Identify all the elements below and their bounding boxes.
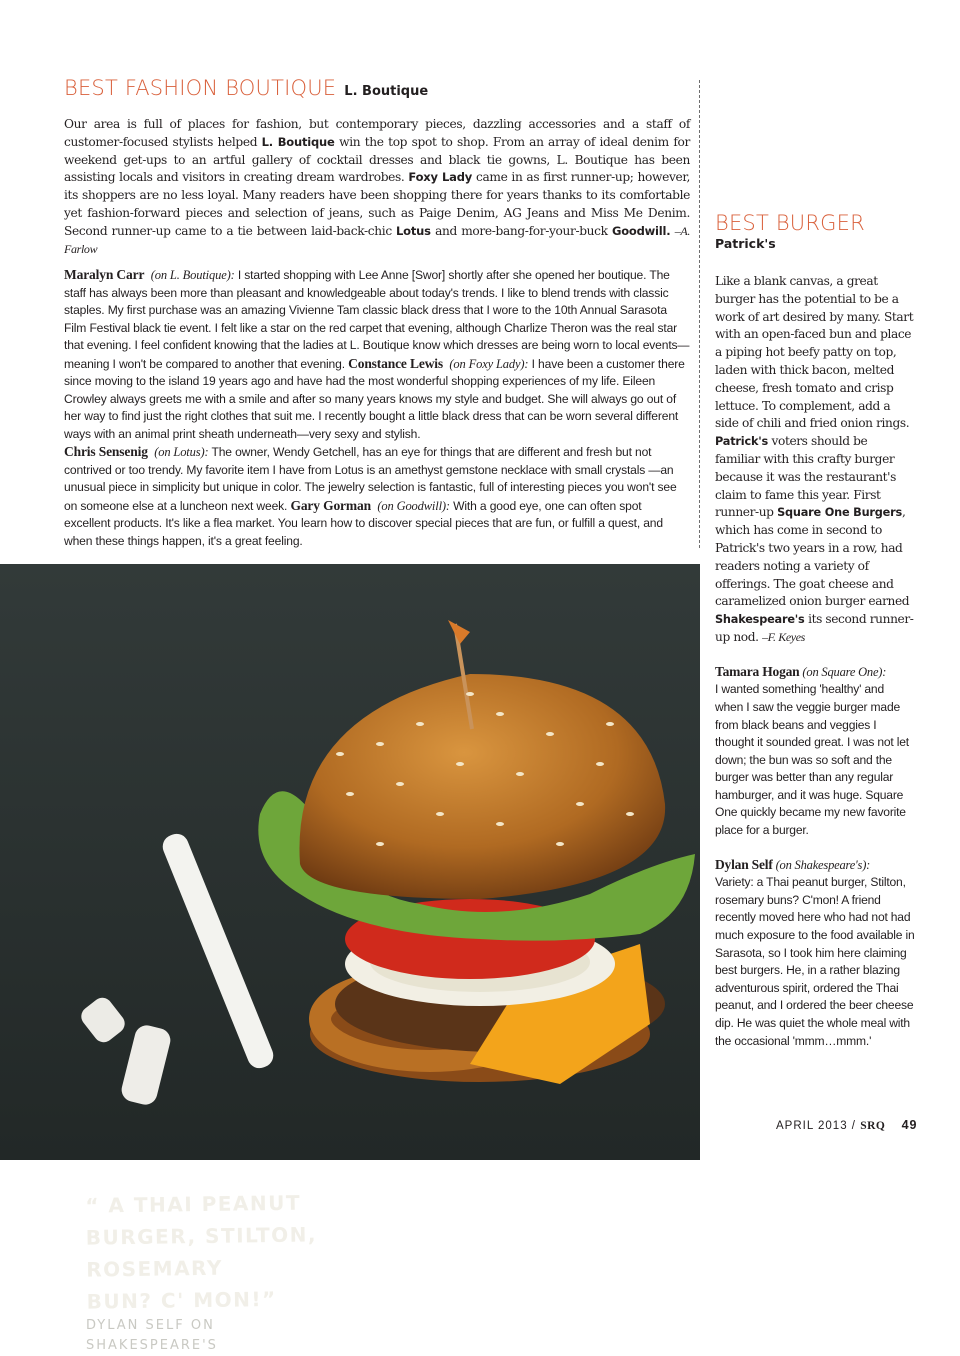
burger-article-byline: –F. Keyes [762,629,805,644]
reader-quote-subject: (on Square One): [799,664,887,679]
fashion-article-text: Our area is full of places for fashion, but contemporary pieces, dazzling accessories and a staff of customer-focused stylists helped [64,117,690,149]
fashion-category-title: BEST FASHION BOUTIQUE [64,76,337,100]
burger-article-bold-name: Square One Burgers [777,506,903,520]
reader-quote-text: The owner, Wendy Getchell, has an eye for things that are different and fresh but not contrived or too trendy. My favorite item I have from Lotus is an amethyst gemstone necklace with small crystals —an unusual piece in simplicity but unique in color. The jewelry selection is fantastic, full of interesting pieces you won't see on someone else at a luncheon next week. [64,445,677,513]
burger-article-bold-name: Patrick's [715,435,769,449]
burger-article [715,273,915,647]
burger-section [715,211,915,1050]
fashion-article-text: and more-bang-for-your-buck [430,223,612,238]
reader-name: Maralyn Carr [64,267,145,283]
fashion-section [64,76,690,550]
reader-quote-text: I have been a customer there since moving to the island 19 years ago and have had the most wonderful shopping experiences of my life. Eileen Crowley always greets me with a smile and after so many years knows my style and budget. She will always go out of her way to find just the right clothes that suit me. I recently bought a little black dress that can be worn several different ways with an animal print sheath underneath—very sexy and stylish. [64,356,685,441]
fashion-heading [64,76,690,100]
reader-quote-text: With a good eye, one can often spot excellent products. It's like a flea market. You learn how to discover special pieces that are fun, or fulfill a quest, and when these things happen, it's a great feeling. [64,498,663,548]
chalk-quote-line: BUN? C' MON!” [86,1286,277,1314]
reader-quote-text: I started shopping with Lee Anne [Swor] shortly after she opened her boutique. The staff has always been more than pleasant and knowledgeable about today's trends. I like to blend trends with classic staples. My first purchase was an amazing Vivienne Tam classic black dress that I wore to the 10th Annual Sarasota Film Festival black tie event. I felt like a star on the red carpet that evening, although Charlize Theron was the real star that evening. I feel confident knowing that the ladies at L. Boutique know which dresses are being worn to local events—meaning I won't be compared to another that evening. [64,268,690,371]
page-footer [776,1118,917,1132]
burger-illustration [0,564,700,1160]
magazine-brand: SRQ [860,1120,886,1132]
chalk-attribution-line: SHAKESPEARE'S [86,1338,218,1353]
burger-reader-quotes [715,663,915,1050]
reader-quote-subject: (on L. Boutique): [150,268,235,283]
fashion-article-bold-name: L. Boutique [261,134,335,149]
fashion-article-bold-name: Foxy Lady [408,170,473,185]
reader-name: Gary Gorman [290,497,371,513]
column-divider [699,80,700,548]
burger-article-text: Like a blank canvas, a great burger has the potential to be a work of art desired by many. Start with an open-faced bun and place a piping hot beefy patty on top, laden with thick bacon, melted cheese, fresh tomato and crisp lettuce. To complement, add a side of chili and fried onion rings. [715,274,914,431]
fashion-winner: L. Boutique [344,84,429,99]
reader-quote-subject: (on Shakespeare's): [772,857,871,872]
fashion-article-byline: –A. Farlow [64,223,690,256]
fashion-article [64,116,690,258]
reader-quote [715,856,915,1051]
fashion-reader-quotes [64,266,690,550]
reader-name: Dylan Self [715,856,773,872]
chalk-quote-line: ROSEMARY [86,1255,224,1282]
chalk-quote-line: BURGER, STILTON, [85,1222,318,1250]
chalk-quote-line: “ A THAI PEANUT [85,1190,302,1218]
fashion-article-text: win the top spot to shop. From an array of ideal denim for weekend get-ups to an artful gallery of cocktail dresses and black tie gowns, L. Boutique has been assisting locals and visitors in creating dream wardrobes. [64,134,690,185]
burger-article-text: voters should be familiar with this crafty burger because it was the restaurant's claim to fame this year. First runner-up [715,434,896,520]
reader-quote-subject: (on Lotus): [154,445,209,460]
reader-name: Chris Sensenig [64,444,148,460]
burger-winner: Patrick's [715,236,776,251]
reader-name: Constance Lewis [348,355,443,371]
fashion-article-text: came in as first runner-up; however, its shoppers are no less loyal. Many readers have been shopping there for years thanks to its comfortable yet fashion-forward pieces and selection of jeans, such as Paige Denim, AG Jeans and Miss Me Denim. Second runner-up came to a tie between laid-back-chic [64,170,691,238]
burger-category-title: BEST BURGER [715,211,865,235]
chalk-attribution-line: DYLAN SELF ON [86,1318,215,1333]
footer-separator: / [851,1120,856,1132]
chalk-attribution [86,1316,218,1356]
reader-quote-subject: (on Goodwill): [377,498,450,513]
burger-article-text: , which has come in second to Patrick's two years in a row, had readers noting a variety of offerings. The goat cheese and caramelized onion burger earned [715,505,910,609]
reader-quote-text: Variety: a Thai peanut burger, Stilton, rosemary buns? C'mon! A friend recently moved here who had not had much exposure to the food available in Sarasota, so I took him here claiming best burgers. He, in a rather blazing adventurous spirit, ordered the Thai peanut, and I ordered the beer cheese dip. He was quiet the whole meal with the occasional 'mmm…mmm.' [715,875,915,1048]
burger-photo [0,564,700,1353]
fashion-article-bold-name: Goodwill. [611,223,671,238]
chalk-pull-quote [85,1186,318,1317]
reader-quote-text: I wanted something 'healthy' and when I saw the veggie burger made from black beans and veggies I thought it sounded great. I was not let down; the bun was so soft and the burger was better than any regular hamburger, and it was huge. Square One quickly became my new favorite place for a burger. [715,682,909,838]
reader-quote-subject: (on Foxy Lady): [449,356,529,371]
issue-date: APRIL 2013 [776,1120,848,1132]
burger-article-text: its second runner-up nod. [715,612,914,644]
page-number: 49 [901,1118,918,1132]
burger-article-bold-name: Shakespeare's [715,613,805,627]
fashion-article-bold-name: Lotus [396,223,431,238]
reader-name: Tamara Hogan [715,663,800,679]
reader-quote [715,663,915,840]
